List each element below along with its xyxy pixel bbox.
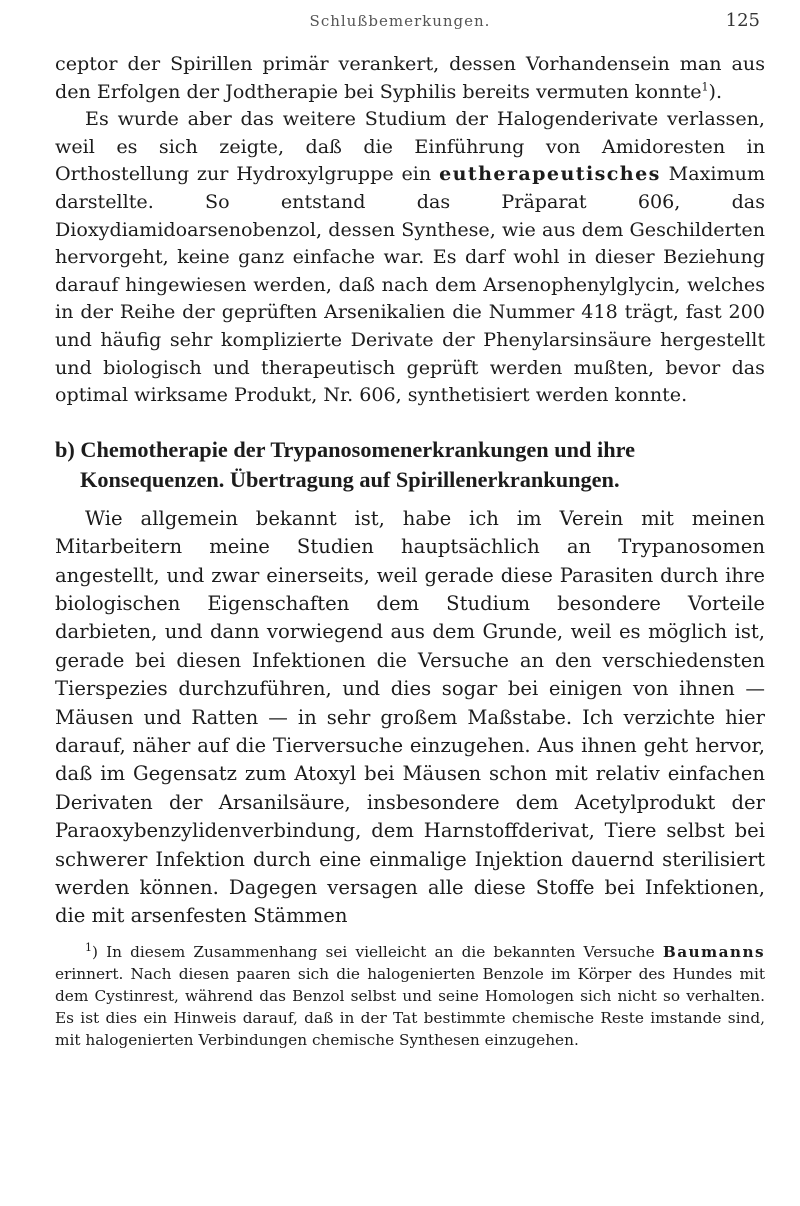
page-number: 125 xyxy=(725,10,760,31)
footnote-text-after: erinnert. Nach diesen paaren sich die halogenierten Benzole im Körper des Hundes mit dem Cystinrest, während das Benzol selbst und seine Homologen sich nicht so verhalten. Es ist dies ein Hinweis darauf, daß in der Tat bestimmte chemische Reste imstande sind, mit halogenierten Verbindungen chemische Synthesen einzugehen. xyxy=(55,964,765,1049)
footnote-mark: 1 xyxy=(85,940,92,954)
paragraph-2-before: Es wurde aber das weitere Studium der Halogenderivate verlassen, weil es sich zeigte, daß die Einführung von Amidoresten in Orthostellung zur Hydroxylgruppe ein xyxy=(55,107,765,186)
emphasis-eutherapeutisches: eutherapeutisches xyxy=(439,162,661,186)
paragraph-1-end: ). xyxy=(708,79,723,103)
section-heading xyxy=(55,435,765,495)
running-title: Schlußbemerkungen. xyxy=(309,12,491,30)
footnote-name-baumanns: Baumanns xyxy=(662,942,765,961)
footnote xyxy=(55,937,765,1051)
paragraph-trypanosomes: Wie allgemein bekannt ist, habe ich im Verein mit meinen Mitarbeitern meine Studien hauptsächlich an Trypanosomen angestellt, und zwar einerseits, weil gerade diese Parasiten durch ihre biologischen Eigenschaften dem Studium besondere Vorteile darbieten, und dann vorwiegend aus dem Grunde, weil es möglich ist, gerade bei diesen Infektionen die Versuche an den verschiedensten Tierspezies durchzuführen, und dies sogar bei einigen von ihnen — Mäusen und Ratten — in sehr großem Maßstabe. Ich verzichte hier darauf, näher auf die Tierversuche einzugehen. Aus ihnen geht hervor, daß im Gegensatz zum Atoxyl bei Mäusen schon mit relativ einfachen Derivaten der Arsanilsäure, insbesondere dem Acetylprodukt der Paraoxybenzylidenverbindung, dem Harnstoffderivat, Tiere selbst bei schwerer Infektion durch eine einmalige Injektion dauernd sterilisiert werden können. Dagegen versagen alle diese Stoffe bei Infektionen, die mit arsenfesten Stämmen xyxy=(55,506,765,928)
page-body xyxy=(55,50,765,1051)
page-header xyxy=(0,10,800,38)
section-heading-line-1: b) Chemotherapie der Trypanosomenerkrankungen und ihre xyxy=(55,436,635,462)
footnote-text-before: ) In diesem Zusammenhang sei vielleicht an die bekannten Versuche xyxy=(92,942,663,961)
footnote-reference: 1 xyxy=(701,80,709,94)
paragraph-1-text: ceptor der Spirillen primär verankert, dessen Vorhandensein man aus den Erfolgen der Jodtherapie bei Syphilis bereits vermuten konnte xyxy=(55,52,765,103)
paragraph-halogen-derivatives xyxy=(55,105,765,409)
section-heading-line-2: Konsequenzen. Übertragung auf Spirillenerkrankungen. xyxy=(80,466,620,492)
paragraph-2-after: Maximum darstellte. So entstand das Präparat 606, das Dioxydiamidoarsenobenzol, dessen Synthese, wie aus dem Geschilderten hervorgeht, keine ganz einfache war. Es darf wohl in dieser Beziehung darauf hingewiesen werden, daß nach dem Arsenophenylglycin, welches in der Reihe der geprüften Arsenikalien die Nummer 418 trägt, fast 200 und häufig sehr komplizierte Derivate der Phenylarsinsäure hergestellt und biologisch und therapeutisch geprüft werden mußten, bevor das optimal wirksame Produkt, Nr. 606, synthetisiert werden konnte. xyxy=(55,162,765,407)
paragraph-continuation xyxy=(55,50,765,105)
